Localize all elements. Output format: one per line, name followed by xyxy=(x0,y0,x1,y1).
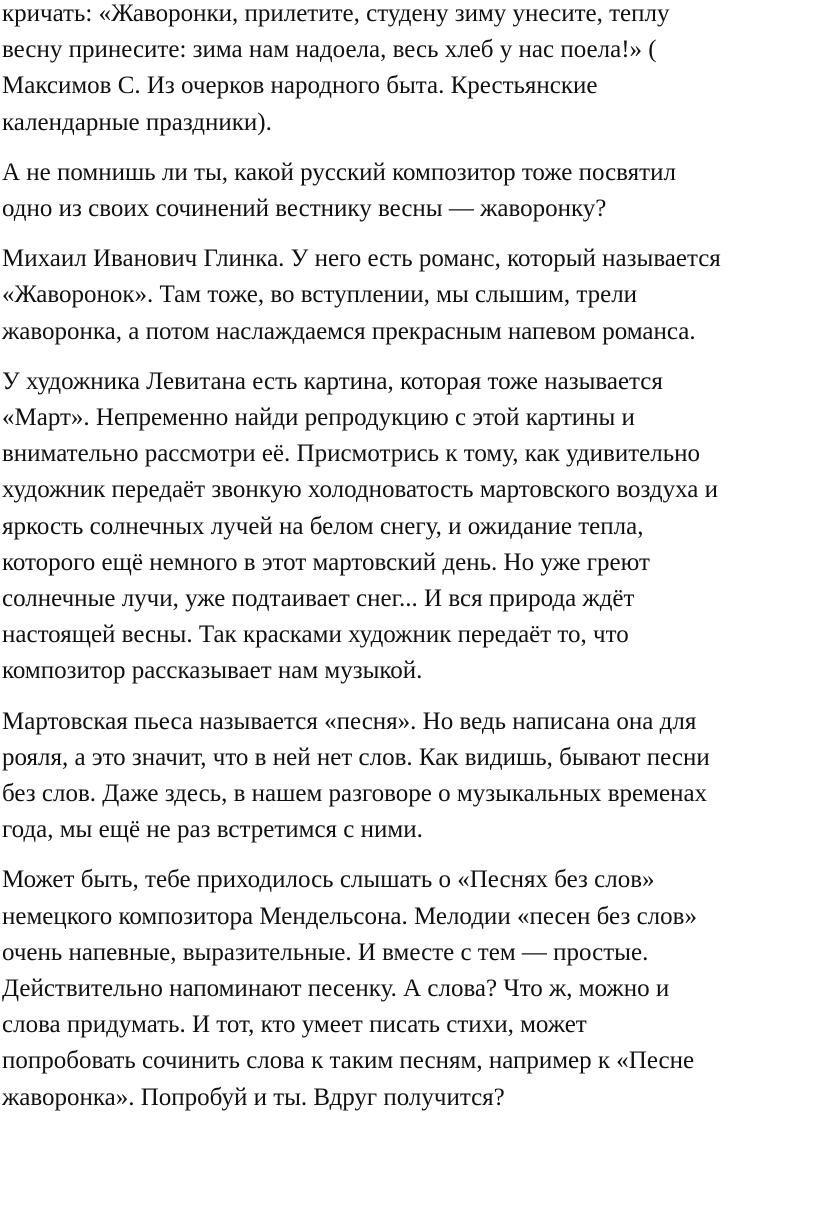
paragraph-glinka: Михаил Иванович Глинка. У него есть романс, который называется «Жаворонок». Там тоже, во вступлении, мы слышим, трели жаворонка, а потом наслаждаемся прекрасным напевом романса. xyxy=(2,245,721,345)
paragraph-levitan: У художника Левитана есть картина, которая тоже называется «Март». Непременно найди репродукцию с этой картины и внимательно рассмотри её. Присмотрись к тому, как удивительно художник передаёт звонкую холодноватость мартовского воздуха и яркость солнечных лучей на белом снегу, и ожидание тепла, которого ещё немного в этот мартовский день. Но уже греют солнечные лучи, уже подтаивает снег... И вся природа ждёт настоящей весны. Так красками художник передаёт то, что композитор рассказывает нам музыкой. xyxy=(2,367,719,685)
paragraph-mendelssohn: Может быть, тебе приходилось слышать о «Песнях без слов» немецкого композитора Мендельсона. Мелодии «песен без слов» очень напевные, выразительные. И вместе с тем — простые. Действительно напоминают песенку. А слова? Что ж, можно и слова придумать. И тот, кто умеет писать стихи, может попробовать сочинить слова к таким песням, например к «Песне жаворонка». Попробуй и ты. Вдруг получится? xyxy=(2,866,697,1111)
paragraph-march-piece: Мартовская пьеса называется «песня». Но ведь написана она для рояля, а это значит, что в ней нет слов. Как видишь, бывают песни без слов. Даже здесь, в нашем разговоре о музыкальных временах года, мы ещё не раз встретимся с ними. xyxy=(2,707,710,844)
document-body xyxy=(2,0,814,1116)
paragraph-lark-call: кричать: «Жаворонки, прилетите, студену зиму унесите, теплу весну принесите: зима нам надоела, весь хлеб у нас поела!» ( Максимов С. Из очерков народного быта. Крестьянские календарные праздники). xyxy=(2,0,670,136)
paragraph-composer-question: А не помнишь ли ты, какой русский композитор тоже посвятил одно из своих сочинений вестнику весны — жаворонку? xyxy=(2,158,676,223)
